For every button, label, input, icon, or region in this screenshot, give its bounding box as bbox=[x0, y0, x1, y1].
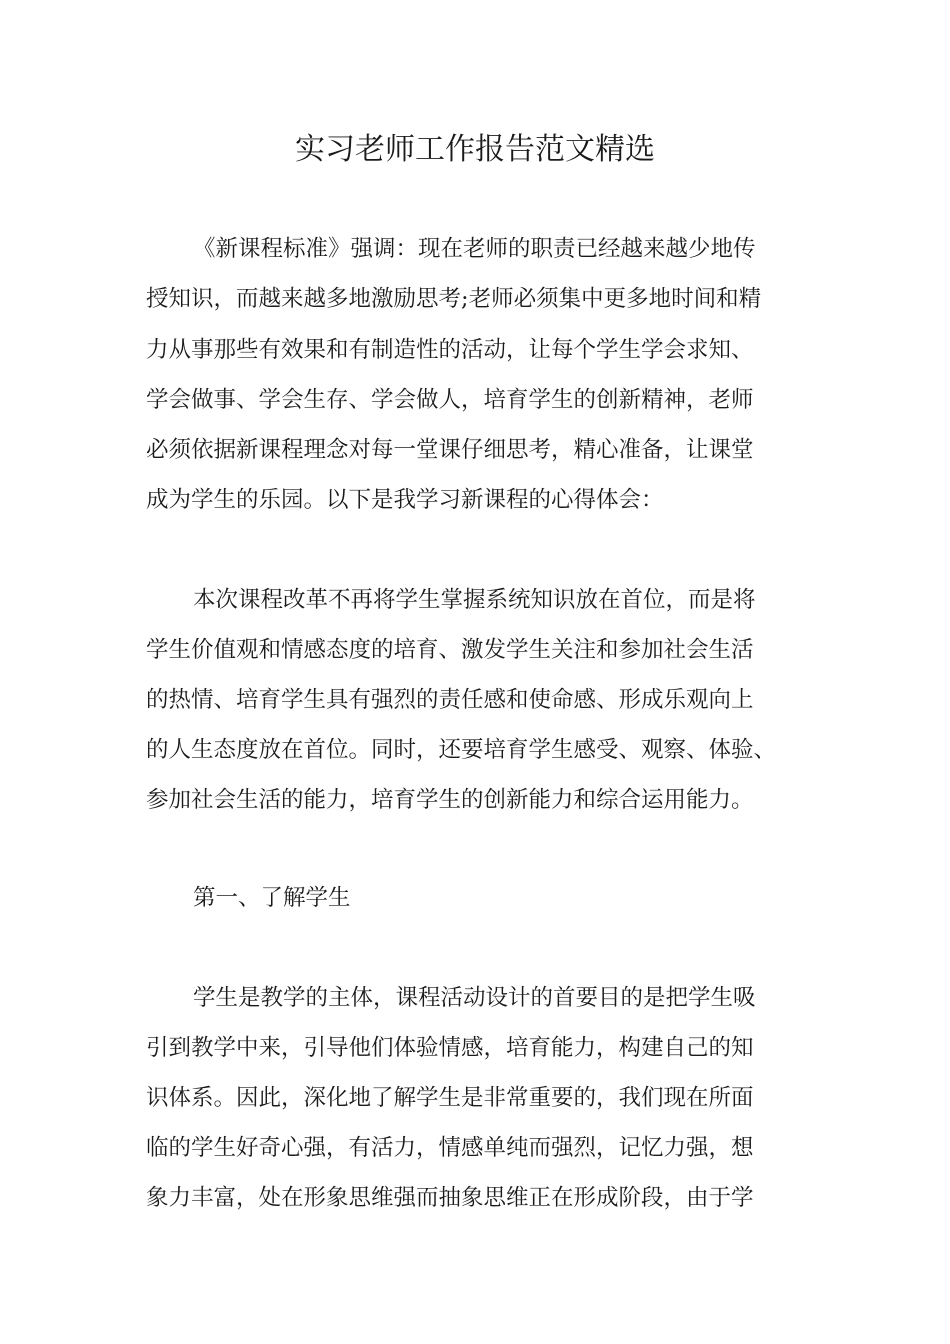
paragraph-4-line-2: 引到教学中来，引导他们体验情感，培育能力，构建自己的知 bbox=[146, 1035, 754, 1061]
paragraph-1-line-4: 学会做事、学会生存、学会做人，培育学生的创新精神，老师 bbox=[146, 387, 754, 413]
paragraph-4-line-5: 象力丰富，处在形象思维强而抽象思维正在形成阶段，由于学 bbox=[146, 1185, 754, 1211]
document-title: 实习老师工作报告范文精选 bbox=[295, 132, 655, 167]
paragraph-2-line-5: 参加社会生活的能力，培育学生的创新能力和综合运用能力。 bbox=[146, 787, 754, 813]
paragraph-4-line-1: 学生是教学的主体，课程活动设计的首要目的是把学生吸 bbox=[193, 985, 756, 1011]
paragraph-1-line-6: 成为学生的乐园。以下是我学习新课程的心得体会： bbox=[146, 487, 664, 513]
paragraph-2-line-4: 的人生态度放在首位。同时，还要培育学生感受、观察、体验、 bbox=[146, 737, 777, 763]
section-heading-understand-students: 第一、了解学生 bbox=[193, 885, 351, 911]
paragraph-2-line-2: 学生价值观和情感态度的培育、激发学生关注和参加社会生活 bbox=[146, 637, 754, 663]
paragraph-1-line-5: 必须依据新课程理念对每一堂课仔细思考，精心准备，让课堂 bbox=[146, 437, 754, 463]
paragraph-1-line-3: 力从事那些有效果和有制造性的活动，让每个学生学会求知、 bbox=[146, 337, 754, 363]
paragraph-2-line-1: 本次课程改革不再将学生掌握系统知识放在首位，而是将 bbox=[193, 587, 756, 613]
paragraph-4-line-3: 识体系。因此，深化地了解学生是非常重要的，我们现在所面 bbox=[146, 1085, 754, 1111]
paragraph-1-line-1: 《新课程标准》强调：现在老师的职责已经越来越少地传 bbox=[193, 236, 756, 262]
paragraph-2-line-3: 的热情、培育学生具有强烈的责任感和使命感、形成乐观向上 bbox=[146, 687, 754, 713]
paragraph-1-line-2: 授知识，而越来越多地激励思考;老师必须集中更多地时间和精 bbox=[146, 286, 762, 312]
paragraph-4-line-4: 临的学生好奇心强，有活力，情感单纯而强烈，记忆力强，想 bbox=[146, 1135, 754, 1161]
